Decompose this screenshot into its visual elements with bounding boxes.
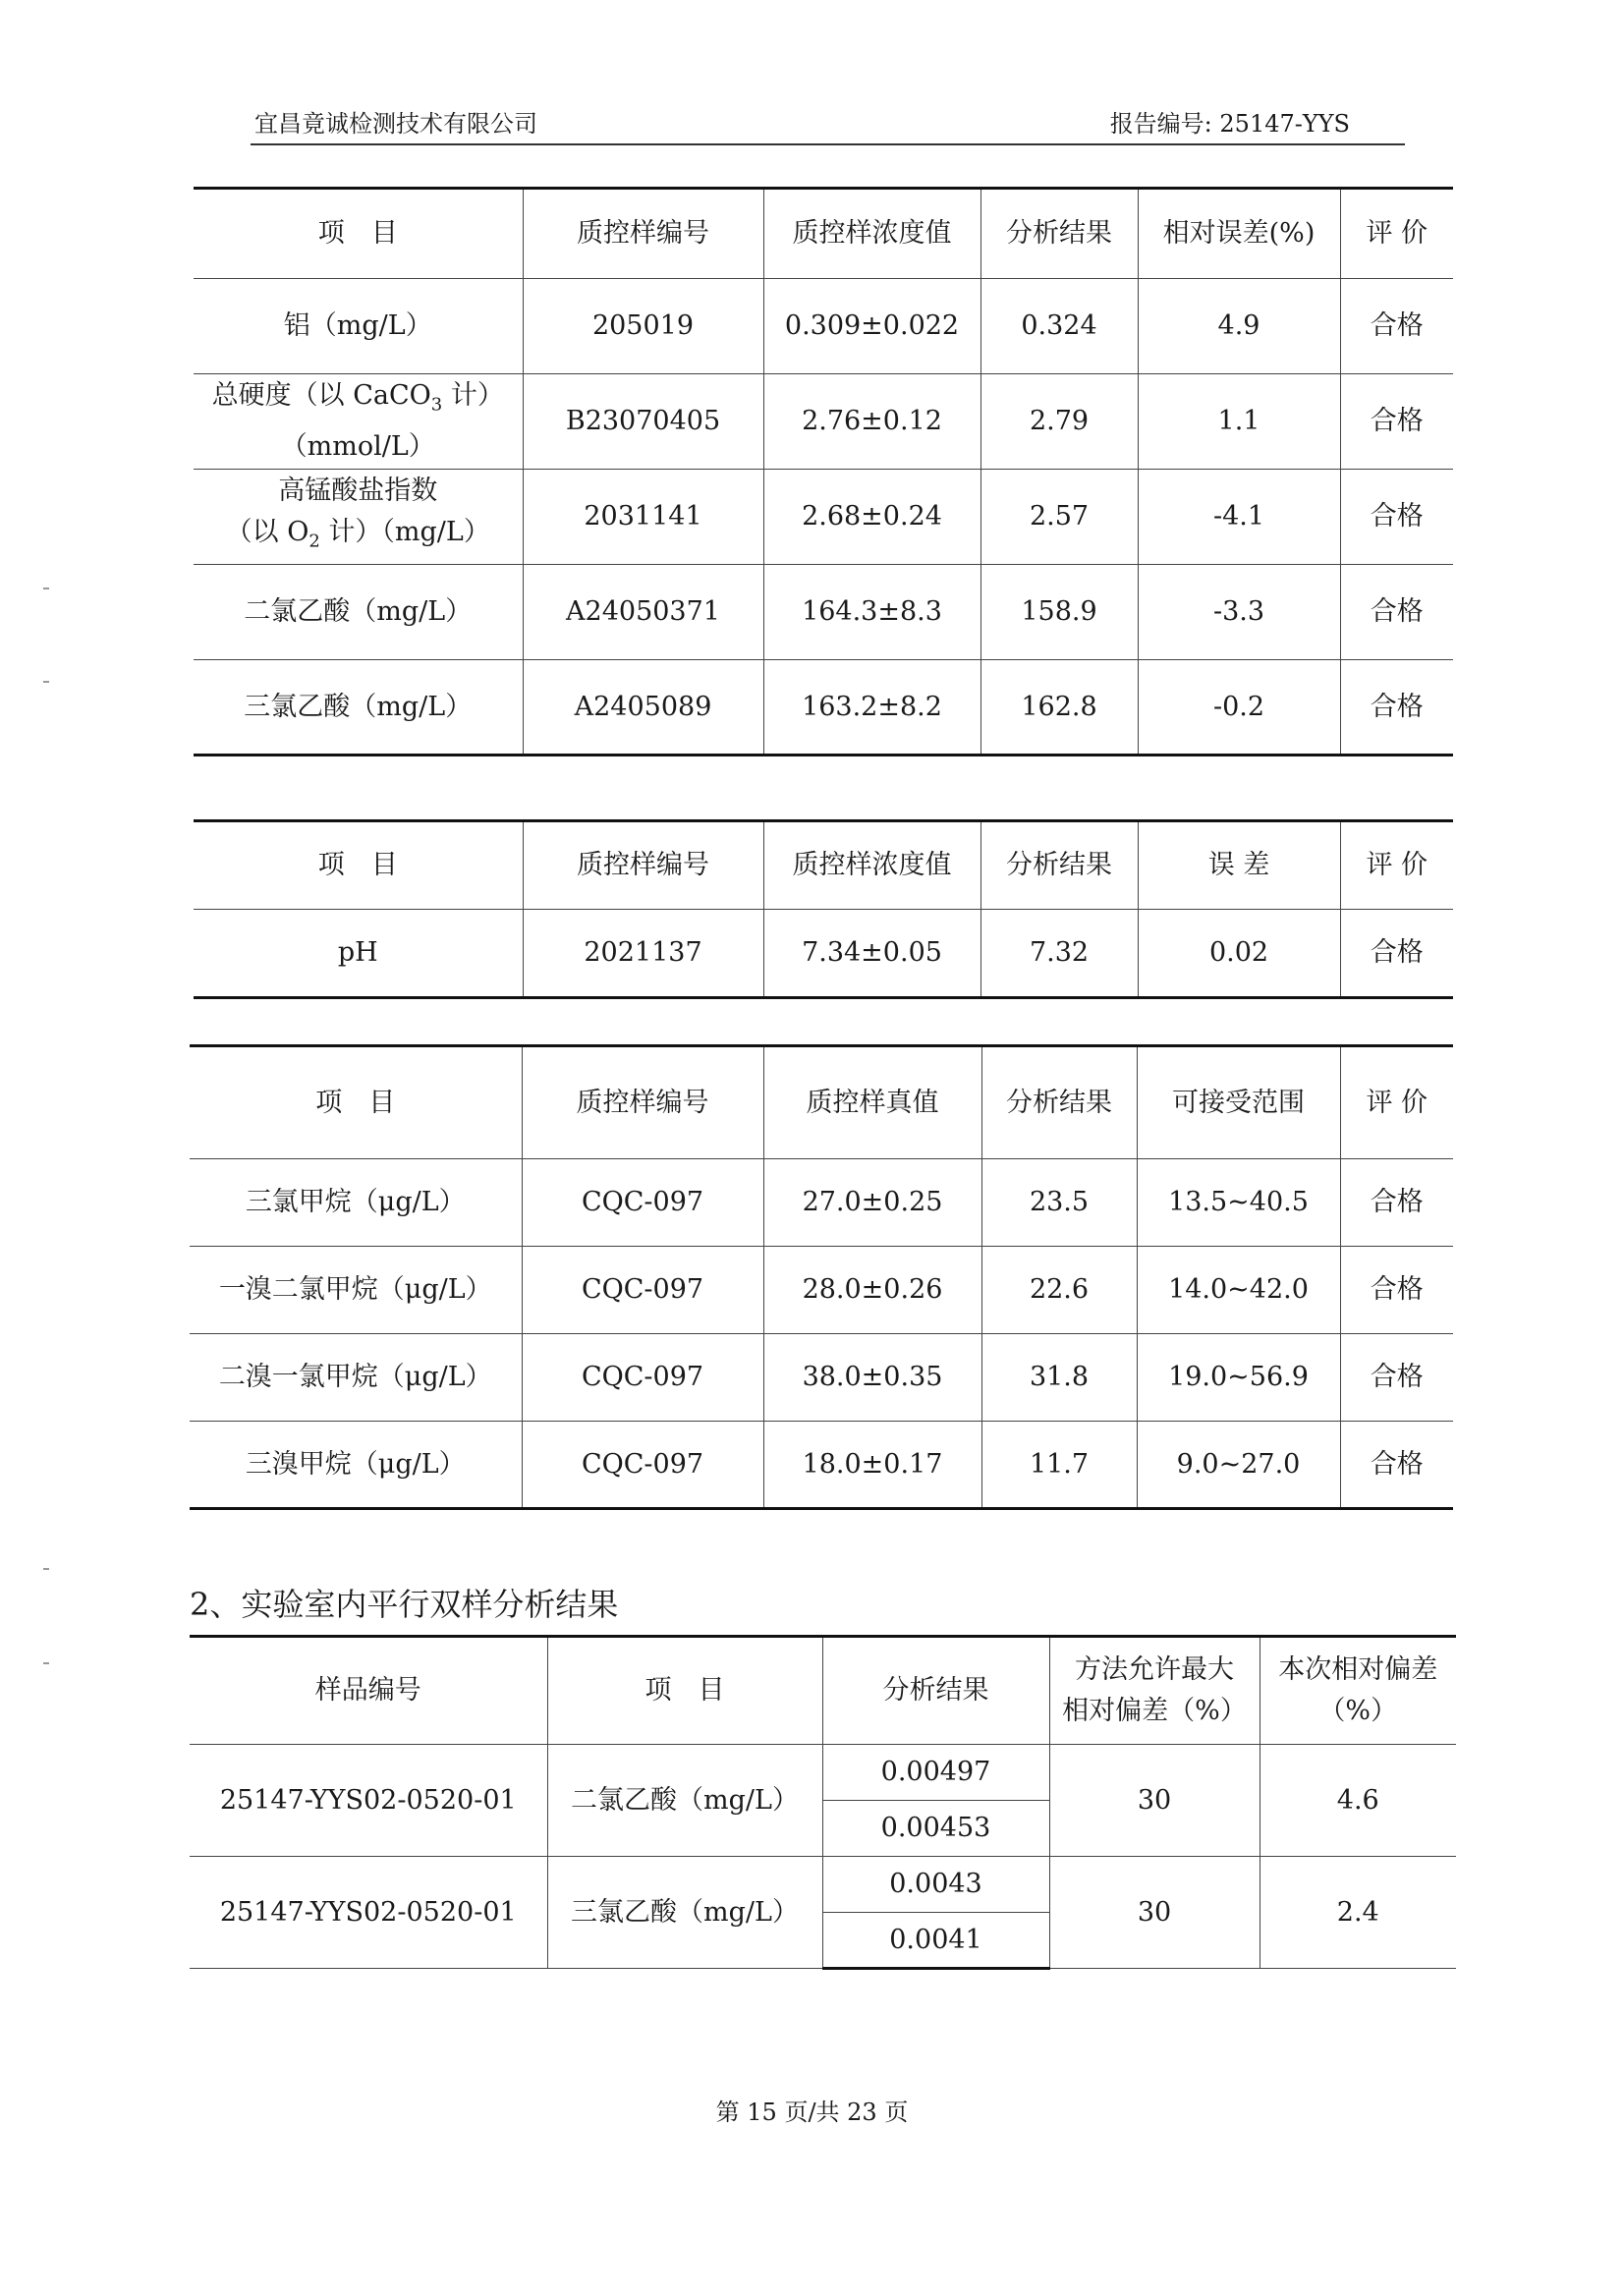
eval-cell: 合格 bbox=[1340, 660, 1453, 756]
table-row bbox=[194, 374, 1453, 470]
header-cell: 项 目 bbox=[547, 1637, 822, 1745]
actual-deviation-cell: 2.4 bbox=[1260, 1857, 1456, 1969]
header-cell: 质控样浓度值 bbox=[763, 821, 980, 910]
item-cell: 二氯乙酸（mg/L） bbox=[547, 1745, 822, 1857]
eval-cell: 合格 bbox=[1340, 1159, 1453, 1247]
table-row bbox=[190, 1334, 1453, 1422]
header-line: （%） bbox=[1318, 1696, 1398, 1726]
error-cell: -4.1 bbox=[1138, 470, 1340, 565]
range-cell: 19.0~56.9 bbox=[1137, 1334, 1340, 1422]
subscript: 2 bbox=[308, 531, 320, 552]
item-cell bbox=[194, 470, 523, 565]
header-line: 方法允许最大 bbox=[1075, 1654, 1234, 1685]
header-cell: 相对误差(%) bbox=[1138, 189, 1340, 279]
table-row bbox=[190, 1422, 1453, 1509]
error-cell: 1.1 bbox=[1138, 374, 1340, 470]
value-cell: 38.0±0.35 bbox=[763, 1334, 981, 1422]
table-header-row bbox=[194, 821, 1453, 910]
code-cell: 2031141 bbox=[523, 470, 763, 565]
report-number: 报告编号: 25147-YYS bbox=[1109, 110, 1350, 138]
header-cell: 项 目 bbox=[194, 189, 523, 279]
header-cell: 质控样真值 bbox=[763, 1046, 981, 1159]
code-cell: CQC-097 bbox=[522, 1334, 763, 1422]
header-line: 本次相对偏差 bbox=[1278, 1654, 1438, 1685]
result-cell: 158.9 bbox=[980, 565, 1138, 660]
item-text: 计） bbox=[442, 380, 504, 412]
table-row bbox=[194, 470, 1453, 565]
result-cell: 11.7 bbox=[981, 1422, 1137, 1509]
value-cell: 163.2±8.2 bbox=[763, 660, 980, 756]
result-cell: 2.79 bbox=[980, 374, 1138, 470]
header-cell: 误 差 bbox=[1138, 821, 1340, 910]
item-text: 总硬度（以 CaCO bbox=[211, 380, 431, 412]
allowed-deviation-cell: 30 bbox=[1049, 1745, 1260, 1857]
value-cell: 28.0±0.26 bbox=[763, 1247, 981, 1334]
code-cell: 2021137 bbox=[523, 910, 763, 998]
result-cell: 22.6 bbox=[981, 1247, 1137, 1334]
scan-mark bbox=[43, 1568, 49, 1570]
error-cell: -0.2 bbox=[1138, 660, 1340, 756]
sample-no-cell: 25147-YYS02-0520-01 bbox=[190, 1857, 547, 1969]
table-row bbox=[190, 1857, 1456, 1913]
eval-cell: 合格 bbox=[1340, 279, 1453, 374]
result-cell: 7.32 bbox=[980, 910, 1138, 998]
item-cell: 二氯乙酸（mg/L） bbox=[194, 565, 523, 660]
eval-cell: 合格 bbox=[1340, 1334, 1453, 1422]
code-cell: 205019 bbox=[523, 279, 763, 374]
header-cell: 分析结果 bbox=[980, 189, 1138, 279]
item-cell: 三氯乙酸（mg/L） bbox=[547, 1857, 822, 1969]
item-line bbox=[197, 375, 519, 425]
allowed-deviation-cell: 30 bbox=[1049, 1857, 1260, 1969]
eval-cell: 合格 bbox=[1340, 1422, 1453, 1509]
table-header-row bbox=[194, 189, 1453, 279]
header-cell: 分析结果 bbox=[822, 1637, 1049, 1745]
table-row bbox=[194, 660, 1453, 756]
eval-cell: 合格 bbox=[1340, 1247, 1453, 1334]
header-cell: 可接受范围 bbox=[1137, 1046, 1340, 1159]
result-cell: 0.0041 bbox=[822, 1913, 1049, 1969]
header-cell: 样品编号 bbox=[190, 1637, 547, 1745]
header-cell: 质控样编号 bbox=[522, 1046, 763, 1159]
parallel-duplicate-table bbox=[190, 1635, 1456, 1970]
header-cell bbox=[1260, 1637, 1456, 1745]
item-text: （以 O bbox=[225, 517, 309, 548]
eval-cell: 合格 bbox=[1340, 910, 1453, 998]
range-cell: 9.0~27.0 bbox=[1137, 1422, 1340, 1509]
table-row bbox=[194, 565, 1453, 660]
result-cell: 0.324 bbox=[980, 279, 1138, 374]
result-cell: 162.8 bbox=[980, 660, 1138, 756]
table-row bbox=[190, 1159, 1453, 1247]
header-cell: 项 目 bbox=[194, 821, 523, 910]
code-cell: B23070405 bbox=[523, 374, 763, 470]
value-cell: 164.3±8.3 bbox=[763, 565, 980, 660]
item-cell: 三氯甲烷（μg/L） bbox=[190, 1159, 522, 1247]
item-cell: 三氯乙酸（mg/L） bbox=[194, 660, 523, 756]
header-cell: 质控样编号 bbox=[523, 821, 763, 910]
result-cell: 2.57 bbox=[980, 470, 1138, 565]
table-row bbox=[190, 1745, 1456, 1801]
eval-cell: 合格 bbox=[1340, 565, 1453, 660]
header-cell: 评 价 bbox=[1340, 1046, 1453, 1159]
header-cell: 项 目 bbox=[190, 1046, 522, 1159]
subscript: 3 bbox=[430, 394, 443, 416]
header-cell: 质控样编号 bbox=[523, 189, 763, 279]
item-cell: 铝（mg/L） bbox=[194, 279, 523, 374]
header-cell: 评 价 bbox=[1340, 189, 1453, 279]
header-cell: 分析结果 bbox=[980, 821, 1138, 910]
value-cell: 18.0±0.17 bbox=[763, 1422, 981, 1509]
code-cell: CQC-097 bbox=[522, 1159, 763, 1247]
value-cell: 7.34±0.05 bbox=[763, 910, 980, 998]
page-header bbox=[251, 100, 1405, 145]
code-cell: CQC-097 bbox=[522, 1247, 763, 1334]
result-cell: 0.0043 bbox=[822, 1857, 1049, 1913]
sample-no-cell: 25147-YYS02-0520-01 bbox=[190, 1745, 547, 1857]
item-text: 计）（mg/L） bbox=[319, 517, 490, 548]
code-cell: CQC-097 bbox=[522, 1422, 763, 1509]
item-cell: 三溴甲烷（μg/L） bbox=[190, 1422, 522, 1509]
section-title: 2、实验室内平行双样分析结果 bbox=[190, 1586, 619, 1623]
qc-table-trihalomethanes bbox=[190, 1044, 1453, 1510]
item-line: （mmol/L） bbox=[280, 430, 435, 462]
value-cell: 0.309±0.022 bbox=[763, 279, 980, 374]
header-cell: 分析结果 bbox=[981, 1046, 1137, 1159]
error-cell: 0.02 bbox=[1138, 910, 1340, 998]
item-cell: 一溴二氯甲烷（μg/L） bbox=[190, 1247, 522, 1334]
item-line: 高锰酸盐指数 bbox=[278, 476, 438, 507]
item-cell bbox=[194, 374, 523, 470]
qc-table-relative-error bbox=[194, 187, 1453, 756]
header-cell: 质控样浓度值 bbox=[763, 189, 980, 279]
code-cell: A24050371 bbox=[523, 565, 763, 660]
scan-mark bbox=[43, 588, 49, 589]
table-header-row bbox=[190, 1637, 1456, 1745]
range-cell: 14.0~42.0 bbox=[1137, 1247, 1340, 1334]
range-cell: 13.5~40.5 bbox=[1137, 1159, 1340, 1247]
scan-mark bbox=[43, 681, 49, 683]
page-number: 第 15 页/共 23 页 bbox=[715, 2099, 909, 2126]
result-cell: 0.00453 bbox=[822, 1801, 1049, 1857]
company-name: 宜昌竟诚检测技术有限公司 bbox=[254, 110, 537, 138]
result-cell: 23.5 bbox=[981, 1159, 1137, 1247]
item-cell: 二溴一氯甲烷（μg/L） bbox=[190, 1334, 522, 1422]
item-line bbox=[197, 512, 519, 562]
header-line: 相对偏差（%） bbox=[1062, 1696, 1247, 1726]
code-cell: A2405089 bbox=[523, 660, 763, 756]
table-row bbox=[194, 910, 1453, 998]
value-cell: 2.68±0.24 bbox=[763, 470, 980, 565]
header-cell bbox=[1049, 1637, 1260, 1745]
scan-mark bbox=[43, 1662, 49, 1664]
error-cell: -3.3 bbox=[1138, 565, 1340, 660]
result-cell: 31.8 bbox=[981, 1334, 1137, 1422]
result-cell: 0.00497 bbox=[822, 1745, 1049, 1801]
eval-cell: 合格 bbox=[1340, 374, 1453, 470]
error-cell: 4.9 bbox=[1138, 279, 1340, 374]
actual-deviation-cell: 4.6 bbox=[1260, 1745, 1456, 1857]
table-header-row bbox=[190, 1046, 1453, 1159]
table-row bbox=[190, 1247, 1453, 1334]
table-row bbox=[194, 279, 1453, 374]
eval-cell: 合格 bbox=[1340, 470, 1453, 565]
value-cell: 2.76±0.12 bbox=[763, 374, 980, 470]
header-cell: 评 价 bbox=[1340, 821, 1453, 910]
qc-table-ph bbox=[194, 819, 1453, 999]
item-cell: pH bbox=[194, 910, 523, 998]
value-cell: 27.0±0.25 bbox=[763, 1159, 981, 1247]
